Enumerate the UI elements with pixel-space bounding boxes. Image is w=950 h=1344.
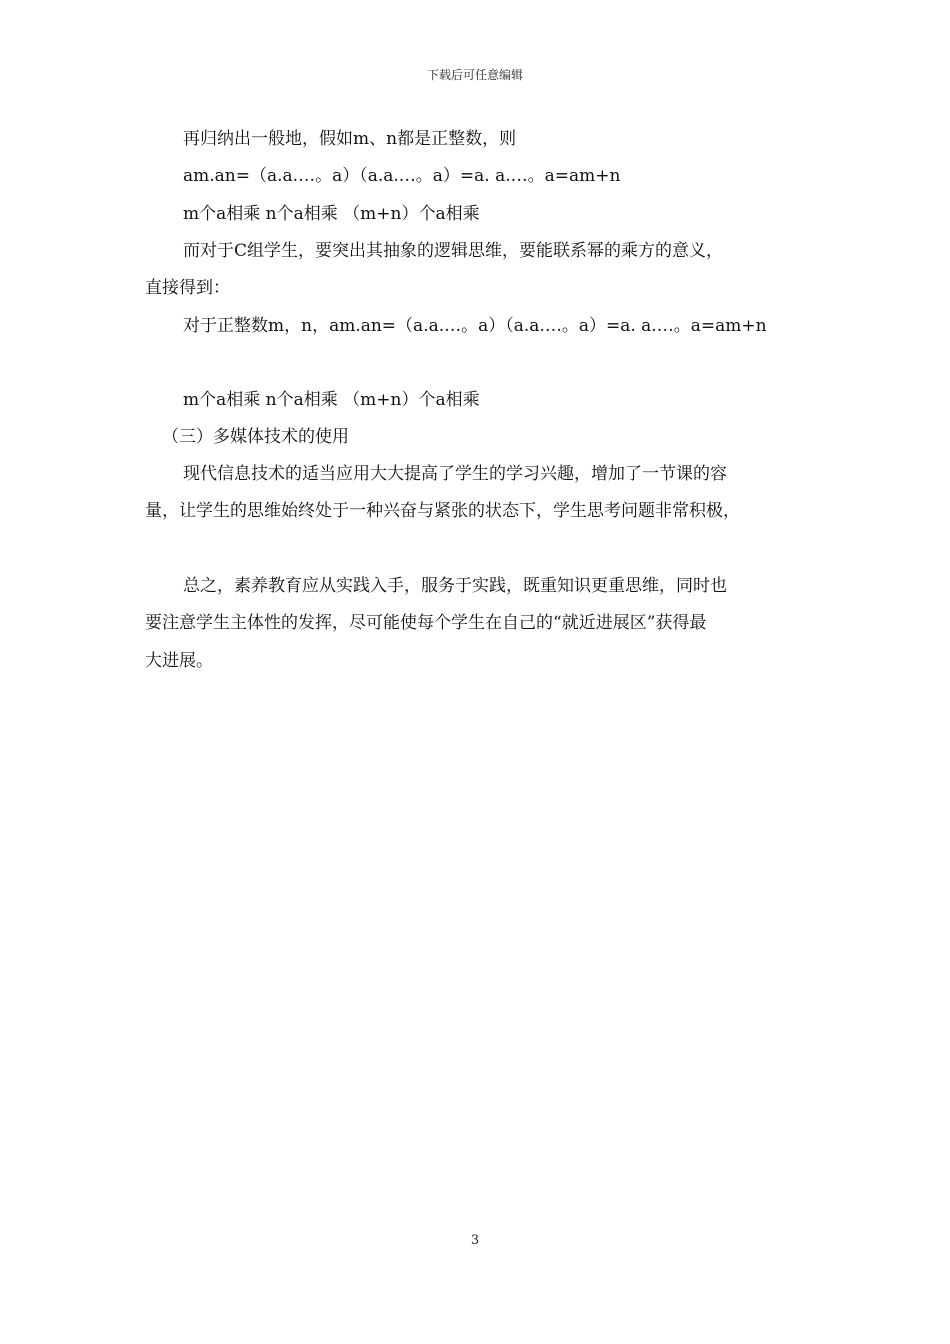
text-line: 总之，素养教育应从实践入手，服务于实践，既重知识更重思维，同时也: [183, 576, 727, 596]
page-header: 下载后可任意编辑: [426, 68, 523, 82]
formula-line: am.an=（a.a.…。a）（a.a.…。a）=a. a.…。a=am+n: [183, 166, 621, 186]
text-line: 再归纳出一般地，假如m、n都是正整数，则: [183, 129, 517, 149]
text-line: 量，让学生的思维始终处于一种兴奋与紧张的状态下，学生思考问题非常积极，: [145, 501, 740, 521]
text-line: 大进展。: [145, 651, 213, 671]
text-line: 现代信息技术的适当应用大大提高了学生的学习兴趣，增加了一节课的容: [183, 464, 727, 484]
text-line: 要注意学生主体性的发挥，尽可能使每个学生在自己的“就近进展区”获得最: [145, 613, 707, 633]
formula-caption-line: m个a相乘 n个a相乘 （m+n）个a相乘: [183, 390, 480, 410]
text-line: 直接得到：: [145, 278, 230, 298]
formula-caption-line: m个a相乘 n个a相乘 （m+n）个a相乘: [183, 204, 480, 224]
page-number: 3: [470, 1233, 480, 1248]
formula-line: 对于正整数m，n，am.an=（a.a.…。a）（a.a.…。a）=a. a.…。a=am+n: [183, 316, 767, 336]
text-line: 而对于C组学生，要突出其抽象的逻辑思维，要能联系幂的乘方的意义，: [183, 241, 724, 261]
section-heading: （三）多媒体技术的使用: [162, 427, 349, 447]
